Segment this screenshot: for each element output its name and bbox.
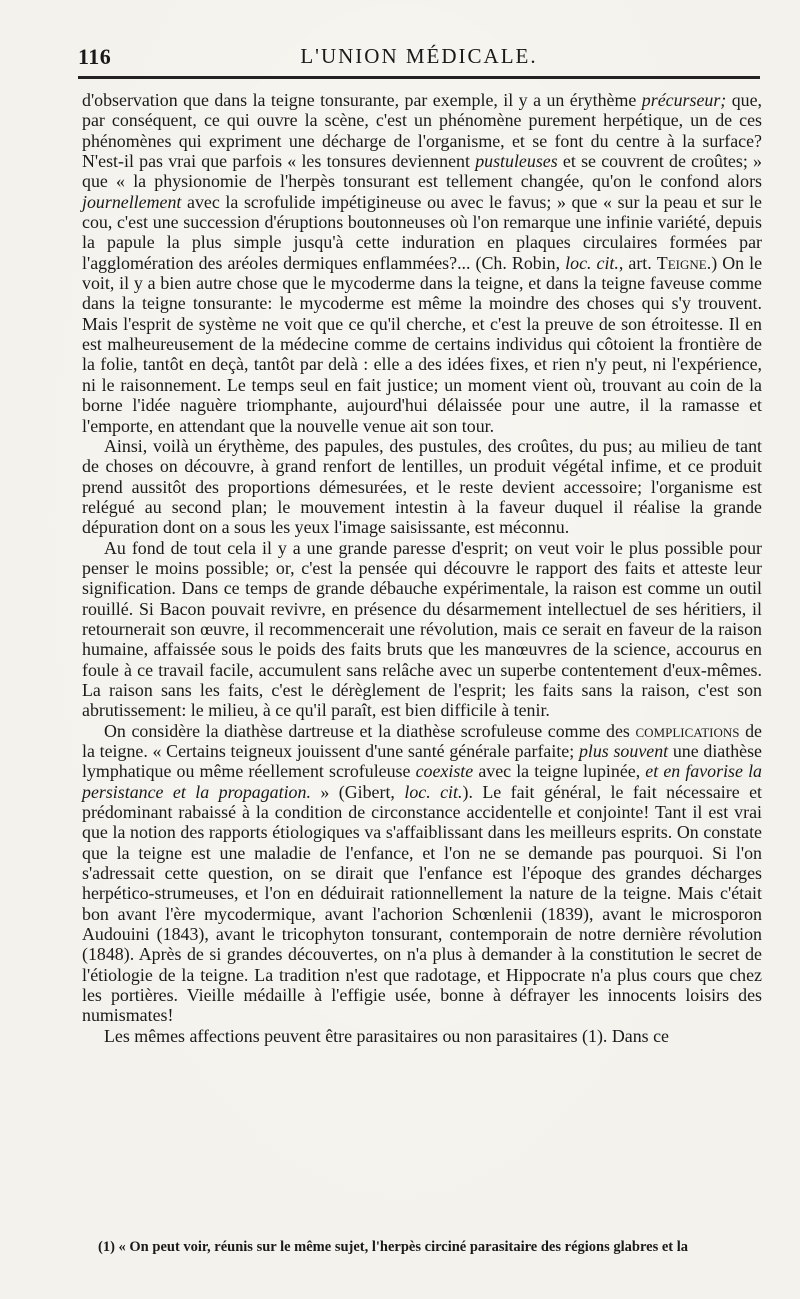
header-rule — [78, 76, 760, 79]
text-run: et se couvrent de croûtes; » que « la physionomie de l'herpès tonsurant est tellement changée, qu'on le confond alors — [82, 151, 762, 192]
text-run: avec la teigne lupinée, — [473, 761, 646, 782]
small-caps-run: complications — [635, 720, 740, 741]
running-title: L'UNION MÉDICALE. — [300, 44, 538, 68]
paragraph — [82, 538, 762, 721]
text-run: une diathèse lymphatique ou même réellement scrofuleuse — [82, 741, 762, 782]
text-run: de la teigne. « Certains teigneux jouissent d'une santé générale parfaite; — [82, 720, 762, 761]
text-run: » (Gibert, — [310, 781, 405, 802]
text-run: Ainsi, voilà un érythème, des papules, des pustules, des croûtes, du pus; au milieu de tant de choses on découvre, à grand renfort de lentilles, un produit végétal infime, et ce produit prend aussitôt des proportions démesurées, et le reste devient accessoire; l'organisme est relégué au second plan; le mouvement intestin à la faveur duquel il réalise la grande dépuration dont on a sous les yeux l'image saisissante, est méconnu. — [82, 435, 762, 538]
footnote: (1) « On peut voir, réunis sur le même sujet, l'herpès circiné parasitaire des régions glabres et la — [98, 1239, 689, 1255]
italic-run: loc. cit. — [404, 781, 463, 802]
text-run: avec la scrofulide impétigineuse ou avec le favus; » que « sur la peau et sur le cou, c'est une succession d'éruptions boutonneuses où l'on remarque une infinie variété, depuis la papule la plus simple jusqu'à cette induration en plaques circulaires formées par l'agglomération des aréoles dermiques enflammées?... (Ch. Robin, — [82, 191, 762, 273]
italic-run: coexiste — [415, 761, 474, 782]
paragraph — [82, 90, 762, 436]
italic-run: journellement — [82, 191, 182, 212]
body-text — [82, 90, 762, 1046]
text-run: Les mêmes affections peuvent être parasitaires ou non parasitaires (1). Dans ce — [104, 1025, 669, 1046]
text-run: On considère la diathèse dartreuse et la diathèse scrofuleuse comme des — [104, 720, 636, 741]
paragraph — [82, 1026, 762, 1046]
text-run: .) On le voit, il y a bien autre chose que le mycoderme dans la teigne, et dans la teigne faveuse comme dans la teigne tonsurante: le mycoderme est même la moindre des choses qui s'y trouvent. Mais l'esprit de système ne voit que ce qu'il cherche, et c'est la preuve de son étroitesse. Il en est malheureusement de la médecine comme de certains individus qui côtoient la frontière de la folie, tantôt en deçà, tantôt par delà : elle a des idées fixes, et rien n'y peut, ni l'expérience, ni le raisonnement. Le temps seul en fait justice; un moment vient où, trouvant au coin de la borne l'idée naguère triomphante, aujourd'hui délaissée pour une autre, il la ramasse et l'emporte, en attendant que la nouvelle venue ait son tour. — [82, 252, 763, 436]
italic-run: plus souvent — [578, 741, 669, 761]
text-run: ). Le fait général, le fait nécessaire et prédominant rabaissé à la condition de circonstance accidentelle et conjointe! Tant il est vrai que la notion des rapports étiologiques va s'affaiblissant dans les meilleurs esprits. On constate que la teigne est une maladie de l'enfance, et l'on ne se demande pas pourquoi. Si l'on s'adressait cette question, on se dirait que l'enfance est l'époque des grandes décharges herpético-strumeuses, et l'on en déduirait rationnellement la nature de la teigne. Mais c'était bon avant l'ère mycodermique, avant l'achorion Schœnlenii (1839), avant le microsporon Audouini (1843), avant le tricophyton tonsurant, contemporain de notre dernière révolution (1848). Après de si grandes découvertes, on n'a plus à demander à la constitution le secret de l'étiologie de la teigne. La tradition n'est que radotage, et Hippocrate n'a plus cours que chez les portières. Vieille médaille à l'effigie usée, bonne à défrayer les innocents loisirs des numismates! — [82, 781, 762, 1026]
page-number: 116 — [78, 44, 112, 69]
paragraph — [82, 436, 762, 538]
italic-run: pustuleuses — [475, 151, 558, 172]
text-run: Au fond de tout cela il y a une grande paresse d'esprit; on veut voir le plus possible pour penser le moins possible; or, c'est la pensée qui découvre le rapport des faits et atteste leur signification. Dans ce temps de grande débauche expérimentale, la raison est comme un outil rouillé. Si Bacon pouvait revivre, en présence du désarmement intellectuel de ses héritiers, il retournerait son œuvre, il recommencerait une révolution, mais ce serait en faveur de la raison humaine, affaissée sous le poids des faits bruts que les manœuvres de la science, accourus en foule à ce travail facile, accumulent sans relâche avec un superbe contentement d'eux-mêmes. La raison sans les faits, c'est le dérèglement de l'esprit; les faits sans la raison, c'est son abrutissement: le milieu, à ce qu'il paraît, est bien difficile à tenir. — [82, 537, 762, 721]
italic-run: loc. cit. — [565, 252, 619, 273]
italic-run: précurseur; — [641, 90, 727, 110]
italic-run: et en favorise la persistance et la propagation. — [82, 761, 762, 802]
text-run: d'observation que dans la teigne tonsurante, par exemple, il y a un érythème — [82, 90, 642, 110]
text-run: que, par conséquent, ce qui ouvre la scène, c'est un phénomène purement herpétique, un de ces phénomènes qui expriment une décharge de l'organisme, et se font du centre à la surface? N'est-il pas vrai que parfois « les tonsures deviennent — [82, 90, 762, 172]
text-run: , art. — [618, 252, 657, 273]
page-header — [78, 36, 760, 76]
paragraph — [82, 721, 762, 1026]
small-caps-run: Teigne — [656, 252, 707, 273]
